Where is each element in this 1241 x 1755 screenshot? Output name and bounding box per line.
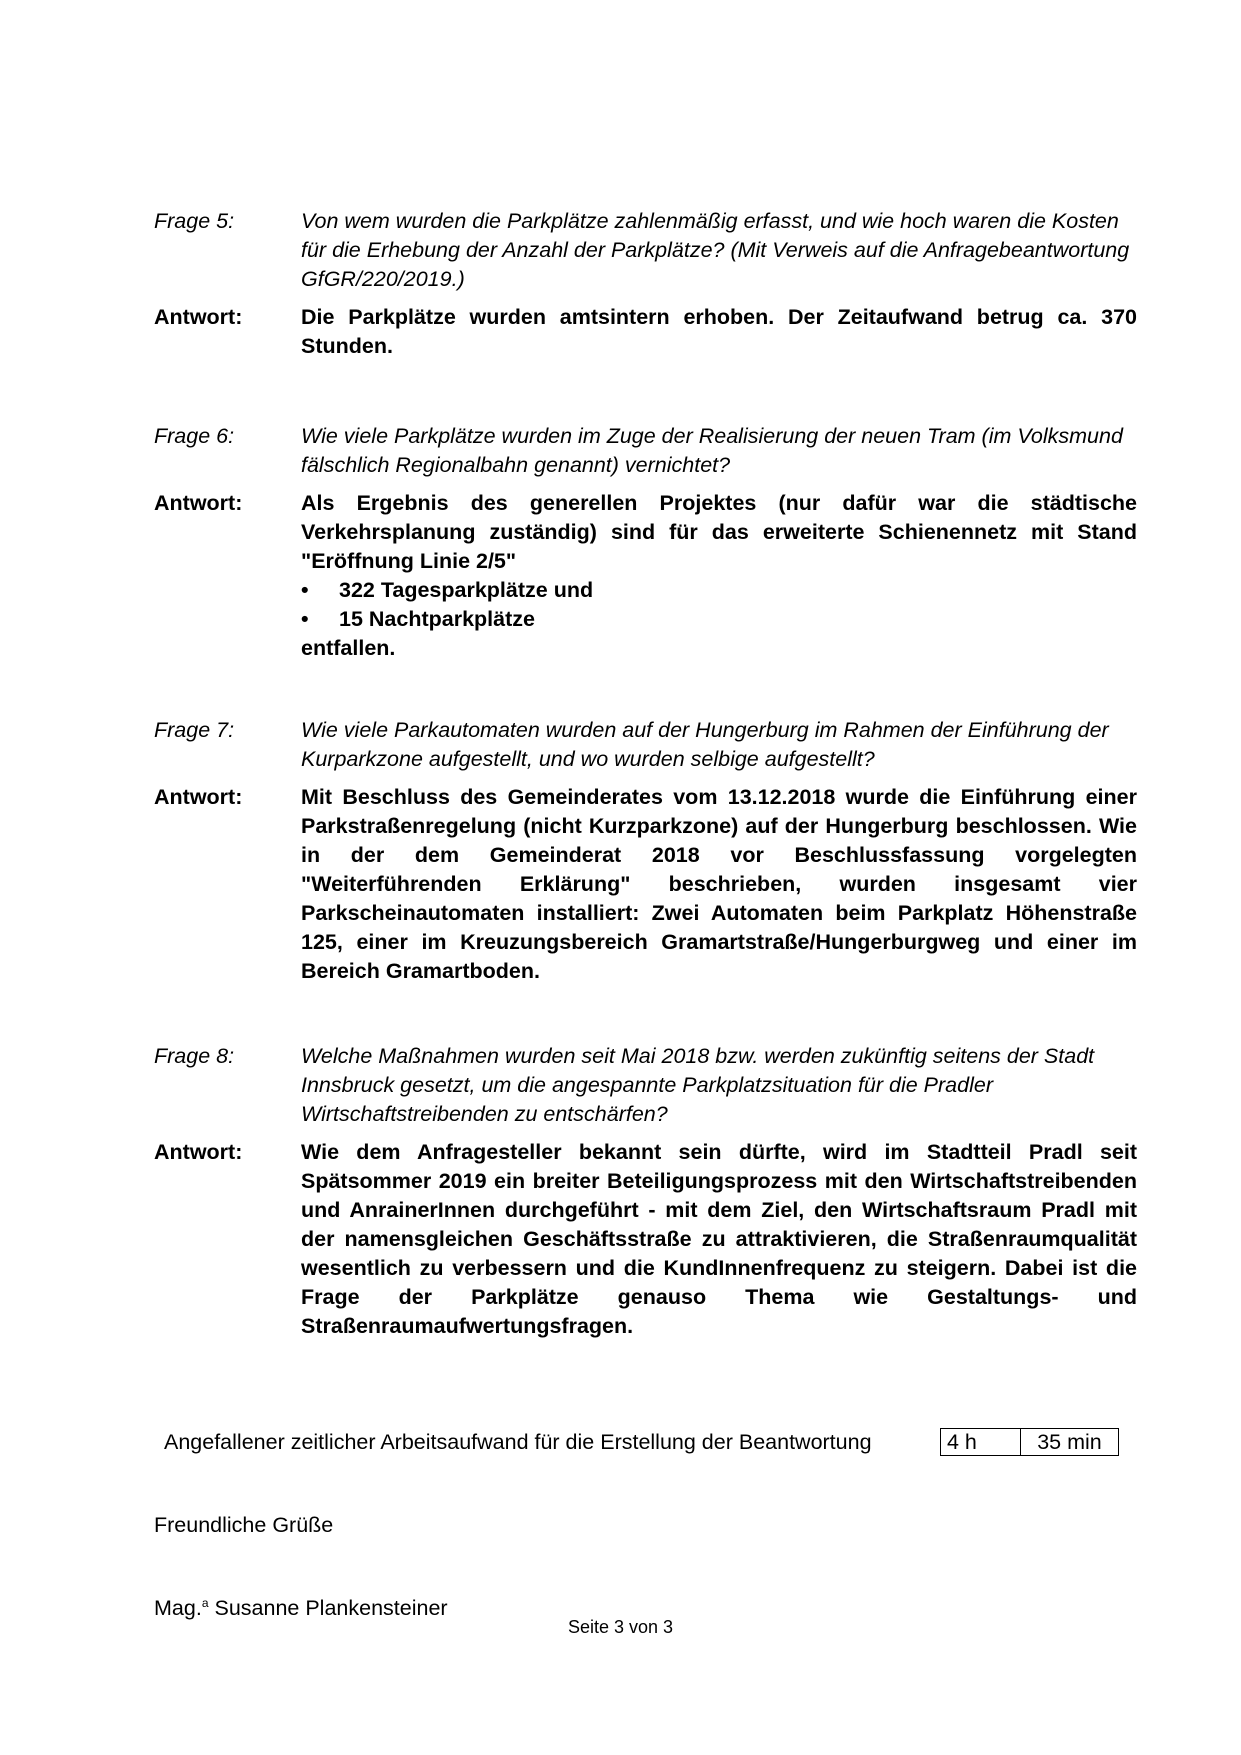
answer-text: Wie dem Anfragesteller bekannt sein dürfte, wird im Stadtteil Pradl seit Spätsommer 2019 ein breiter Beteiligungsprozess mit den Wirtschaftstreibenden und AnrainerInnen durchgeführt - mit dem Ziel, den Wirtschaftsraum Pradl mit der namensgleichen Geschäftsstraße zu attraktivieren, die Straßenraumqualität wesentlich zu verbessern und die KundInnenfrequenz zu steigern. Dabei ist die Frage der Parkplätze genauso Thema wie Gestaltungs- und Straßenraumaufwertungsfragen. <box>301 1140 1137 1338</box>
question-text: Wie viele Parkplätze wurden im Zuge der Realisierung der neuen Tram (im Volksmund fälschlich Regionalbahn genannt) vernichtet? <box>301 424 1123 477</box>
question-text: Von wem wurden die Parkplätze zahlenmäßig erfasst, und wie hoch waren die Kosten für die Erhebung der Anzahl der Parkplätze? (Mit Verweis auf die Anfragebeantwortung GfGR/220/2019.) <box>301 209 1130 291</box>
question-text: Wie viele Parkautomaten wurden auf der Hungerburg im Rahmen der Einführung der Kurparkzone aufgestellt, und wo wurden selbige aufgestellt? <box>301 718 1109 771</box>
answer-text: Als Ergebnis des generellen Projektes (nur dafür war die städtische Verkehrsplanung zuständig) sind für das erweiterte Schienennetz mit Stand "Eröffnung Linie 2/5" <box>301 491 1137 573</box>
bullet-text: 15 Nachtparkplätze <box>339 607 535 631</box>
answer-bullet-list <box>301 576 1137 634</box>
effort-label: Angefallener zeitlicher Arbeitsaufwand für die Erstellung der Beantwortung <box>164 1430 872 1454</box>
qa-block-6 <box>0 422 1241 663</box>
question-text: Welche Maßnahmen wurden seit Mai 2018 bzw. werden zukünftig seitens der Stadt Innsbruck gesetzt, um die angespannte Parkplatzsituation für die Pradler Wirtschaftstreibenden zu entschärfen? <box>301 1044 1095 1126</box>
question-row <box>0 716 1241 774</box>
question-label: Frage 7: <box>154 718 235 742</box>
answer-label: Antwort: <box>154 491 243 515</box>
effort-line <box>164 1428 872 1457</box>
answer-row <box>0 783 1241 986</box>
qa-block-8 <box>0 1042 1241 1341</box>
question-row <box>0 422 1241 480</box>
qa-block-5 <box>0 207 1241 361</box>
title-prefix: Mag. <box>154 1596 202 1621</box>
answer-label: Antwort: <box>154 305 243 329</box>
greeting: Freundliche Grüße <box>154 1513 334 1537</box>
title-superscript: a <box>201 1596 209 1610</box>
question-row <box>0 207 1241 294</box>
answer-row <box>0 489 1241 663</box>
page-number: Seite 3 von 3 <box>567 1617 674 1637</box>
question-row <box>0 1042 1241 1129</box>
effort-box <box>940 1428 1119 1456</box>
bullet-item: • 15 Nachtparkplätze <box>301 605 1137 634</box>
signer-name: Susanne Plankensteiner <box>214 1596 448 1621</box>
answer-row <box>0 1138 1241 1341</box>
bullet-item: • 322 Tagesparkplätze und <box>301 576 1137 605</box>
answer-text: Die Parkplätze wurden amtsintern erhoben. Der Zeitaufwand betrug ca. 370 Stunden. <box>301 305 1137 358</box>
answer-row <box>0 303 1241 361</box>
qa-block-7 <box>0 716 1241 986</box>
answer-tail: entfallen. <box>301 636 396 660</box>
effort-minutes: 35 min <box>1037 1430 1102 1454</box>
effort-hours: 4 h <box>941 1429 1021 1455</box>
question-label: Frage 8: <box>154 1044 235 1068</box>
question-label: Frage 5: <box>154 209 235 233</box>
bullet-text: 322 Tagesparkplätze und <box>339 578 594 602</box>
answer-text: Mit Beschluss des Gemeinderates vom 13.12.2018 wurde die Einführung einer Parkstraßenregelung (nicht Kurzparkzone) auf der Hungerburg beschlossen. Wie in der dem Gemeinderat 2018 vor Beschlussfassung vorgelegten "Weiterführenden Erklärung" beschrieben, wurden insgesamt vier Parkscheinautomaten installiert: Zwei Automaten beim Parkplatz Höhenstraße 125, einer im Kreuzungsbereich Gramartstraße/Hungerburgweg und einer im Bereich Gramartboden. <box>301 785 1137 983</box>
answer-label: Antwort: <box>154 1140 243 1164</box>
question-label: Frage 6: <box>154 424 235 448</box>
answer-label: Antwort: <box>154 785 243 809</box>
